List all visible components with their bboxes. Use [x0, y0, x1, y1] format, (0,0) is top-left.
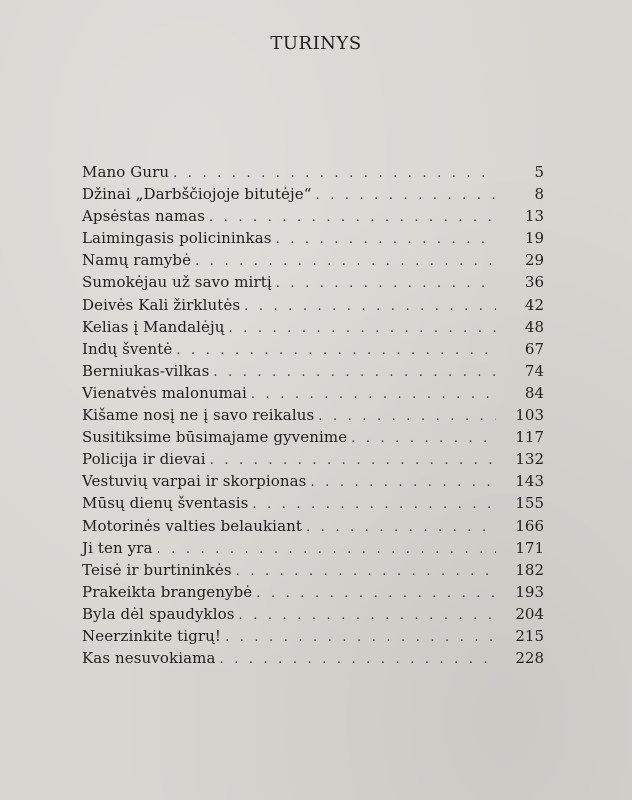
toc-entry-page: 29 [524, 251, 544, 270]
toc-entry [82, 404, 544, 426]
dot-leader [236, 561, 496, 583]
dot-leader [213, 362, 496, 384]
dot-leader [244, 296, 496, 318]
toc-entry-title: Motorinės valties belaukiant [82, 516, 302, 535]
dot-leader [229, 318, 496, 340]
dot-leader [173, 163, 496, 185]
toc-entry-title: Kišame nosį ne į savo reikalus [82, 406, 315, 425]
dot-leader [210, 450, 496, 472]
dot-leader [310, 472, 496, 494]
toc-entry-title: Vienatvės malonumai [82, 383, 247, 402]
toc-entry [82, 559, 544, 581]
toc-entry [82, 515, 544, 537]
toc-entry-page: 103 [515, 406, 544, 425]
toc-entry-title: Namų ramybė [82, 251, 192, 270]
dot-leader [276, 273, 496, 295]
dot-leader [256, 583, 496, 605]
toc-entry-title: Neerzinkite tigrų! [82, 626, 222, 645]
toc-entry-title: Ji ten yra [82, 538, 153, 557]
toc-entry [82, 183, 544, 205]
toc-entry-page: 228 [515, 649, 544, 668]
toc-entry-page: 13 [524, 207, 544, 226]
toc-entry-page: 42 [524, 295, 544, 314]
toc-entry-page: 143 [515, 472, 544, 491]
dot-leader [176, 340, 496, 362]
toc-entry-page: 166 [515, 516, 544, 535]
dot-leader [316, 185, 496, 207]
toc-entry [82, 470, 544, 492]
toc-entry-page: 67 [524, 339, 544, 358]
toc-entry-title: Berniukas-vilkas [82, 361, 210, 380]
toc-entry-title: Mano Guru [82, 163, 170, 181]
toc-entry-title: Indų šventė [82, 339, 173, 358]
dot-leader [276, 229, 496, 251]
toc-entry [82, 249, 544, 271]
toc-entry [82, 625, 544, 647]
toc-entry [82, 537, 544, 559]
toc-entry-page: 74 [524, 361, 544, 380]
dot-leader [251, 384, 496, 406]
toc-entry [82, 294, 544, 316]
toc-entry [82, 338, 544, 360]
toc-entry [82, 426, 544, 448]
toc-entry-title: Apsėstas namas [82, 207, 206, 226]
dot-leader [209, 207, 496, 229]
toc-entry-title: Kelias į Mandalėjų [82, 317, 225, 336]
toc-entry-page: 132 [515, 450, 544, 469]
toc-entry-page: 84 [524, 383, 544, 402]
toc-entry [82, 227, 544, 249]
toc-entry [82, 382, 544, 404]
toc-entry [82, 581, 544, 603]
dot-leader [306, 517, 496, 539]
toc-entry-page: 155 [515, 494, 544, 513]
toc-entry-title: Laimingasis policininkas [82, 229, 272, 248]
toc-entry-page: 215 [515, 626, 544, 645]
page-title: TURINYS [270, 33, 362, 54]
toc-entry-title: Teisė ir burtininkės [82, 560, 232, 579]
dot-leader [225, 627, 496, 649]
toc-entry [82, 647, 544, 669]
toc-entry-title: Susitiksime būsimajame gyvenime [82, 428, 348, 447]
table-of-contents [82, 161, 544, 669]
toc-entry-page: 182 [515, 560, 544, 579]
dot-leader [252, 494, 496, 516]
toc-entry [82, 492, 544, 514]
toc-entry [82, 161, 544, 183]
toc-entry [82, 448, 544, 470]
toc-entry-page: 204 [515, 604, 544, 623]
toc-entry-title: Prakeikta brangenybė [82, 582, 253, 601]
toc-entry-title: Vestuvių varpai ir skorpionas [82, 472, 307, 491]
toc-entry-title: Mūsų dienų šventasis [82, 494, 249, 513]
toc-entry [82, 205, 544, 227]
dot-leader [195, 251, 496, 273]
toc-entry [82, 603, 544, 625]
toc-entry-page: 171 [515, 538, 544, 557]
toc-entry-page: 48 [524, 317, 544, 336]
toc-entry-title: Policija ir dievai [82, 450, 206, 469]
toc-entry-page: 36 [524, 273, 544, 292]
dot-leader [239, 605, 496, 627]
toc-entry [82, 271, 544, 293]
dot-leader [157, 539, 497, 561]
dot-leader [351, 428, 496, 450]
toc-entry [82, 316, 544, 338]
toc-entry-page: 193 [515, 582, 544, 601]
toc-entry-page: 19 [524, 229, 544, 248]
toc-entry [82, 360, 544, 382]
dot-leader [220, 649, 496, 671]
toc-entry-title: Sumokėjau už savo mirtį [82, 273, 272, 292]
toc-entry-title: Deivės Kali žirklutės [82, 295, 241, 314]
toc-entry-title: Kas nesuvokiama [82, 649, 216, 668]
toc-entry-page: 117 [515, 428, 544, 447]
toc-entry-title: Byla dėl spaudyklos [82, 604, 235, 623]
toc-entry-page: 5 [534, 163, 544, 181]
dot-leader [318, 406, 496, 428]
toc-entry-page: 8 [534, 185, 544, 204]
toc-entry-title: Džinai „Darbščiojoje bitutėje“ [82, 185, 312, 204]
